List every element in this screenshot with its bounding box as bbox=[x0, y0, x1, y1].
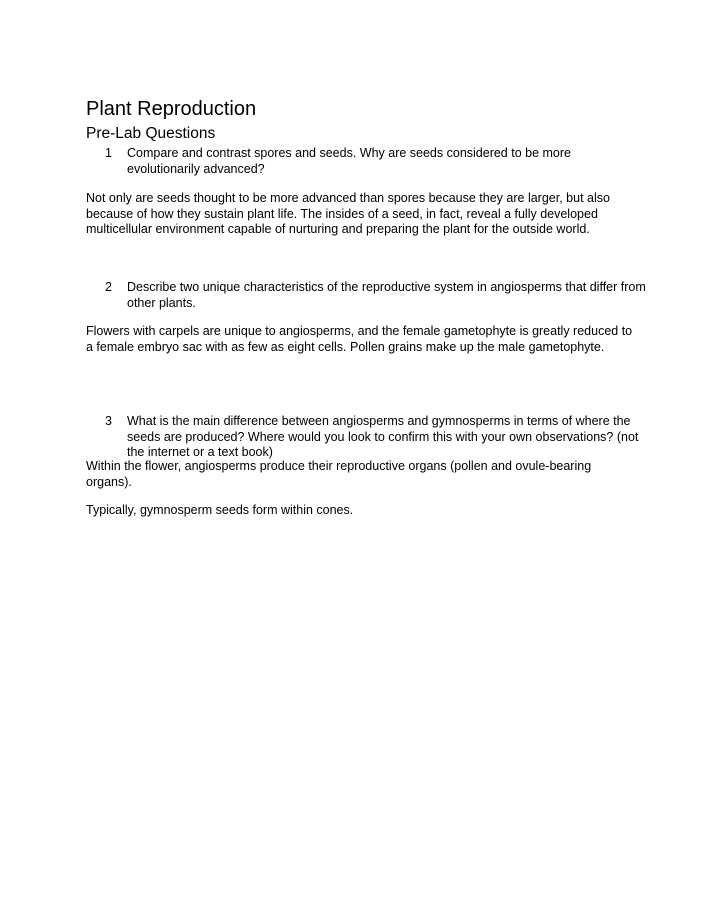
answer-3a: Within the flower, angiosperms produce their reproductive organs (pollen and ovule-bearing organs). bbox=[86, 459, 592, 489]
section-heading: Pre-Lab Questions bbox=[86, 125, 216, 142]
question-number: 1 bbox=[105, 146, 112, 160]
question-text: What is the main difference between angiosperms and gymnosperms in terms of where the seeds are produced? Where would you look to confirm this with your own observations? (not the internet or a text book) bbox=[127, 414, 639, 459]
question-3 bbox=[86, 414, 646, 461]
question-number: 2 bbox=[105, 280, 112, 294]
question-text: Compare and contrast spores and seeds. Why are seeds considered to be more evolutionarily advanced? bbox=[127, 146, 571, 176]
question-1 bbox=[86, 146, 646, 177]
answer-2: Flowers with carpels are unique to angiosperms, and the female gametophyte is greatly reduced to a female embryo sac with as few as eight cells. Pollen grains make up the male gametophyte. bbox=[86, 324, 633, 354]
answer-1: Not only are seeds thought to be more advanced than spores because they are larger, but also because of how they sustain plant life. The insides of a seed, in fact, reveal a fully developed multicellular environment capable of nurturing and preparing the plant for the outside world. bbox=[86, 191, 610, 236]
answer-3b: Typically, gymnosperm seeds form within cones. bbox=[86, 503, 354, 517]
document-title: Plant Reproduction bbox=[86, 98, 257, 120]
question-number: 3 bbox=[105, 414, 112, 428]
question-2 bbox=[86, 280, 646, 311]
question-text: Describe two unique characteristics of the reproductive system in angiosperms that differ from other plants. bbox=[127, 280, 646, 310]
